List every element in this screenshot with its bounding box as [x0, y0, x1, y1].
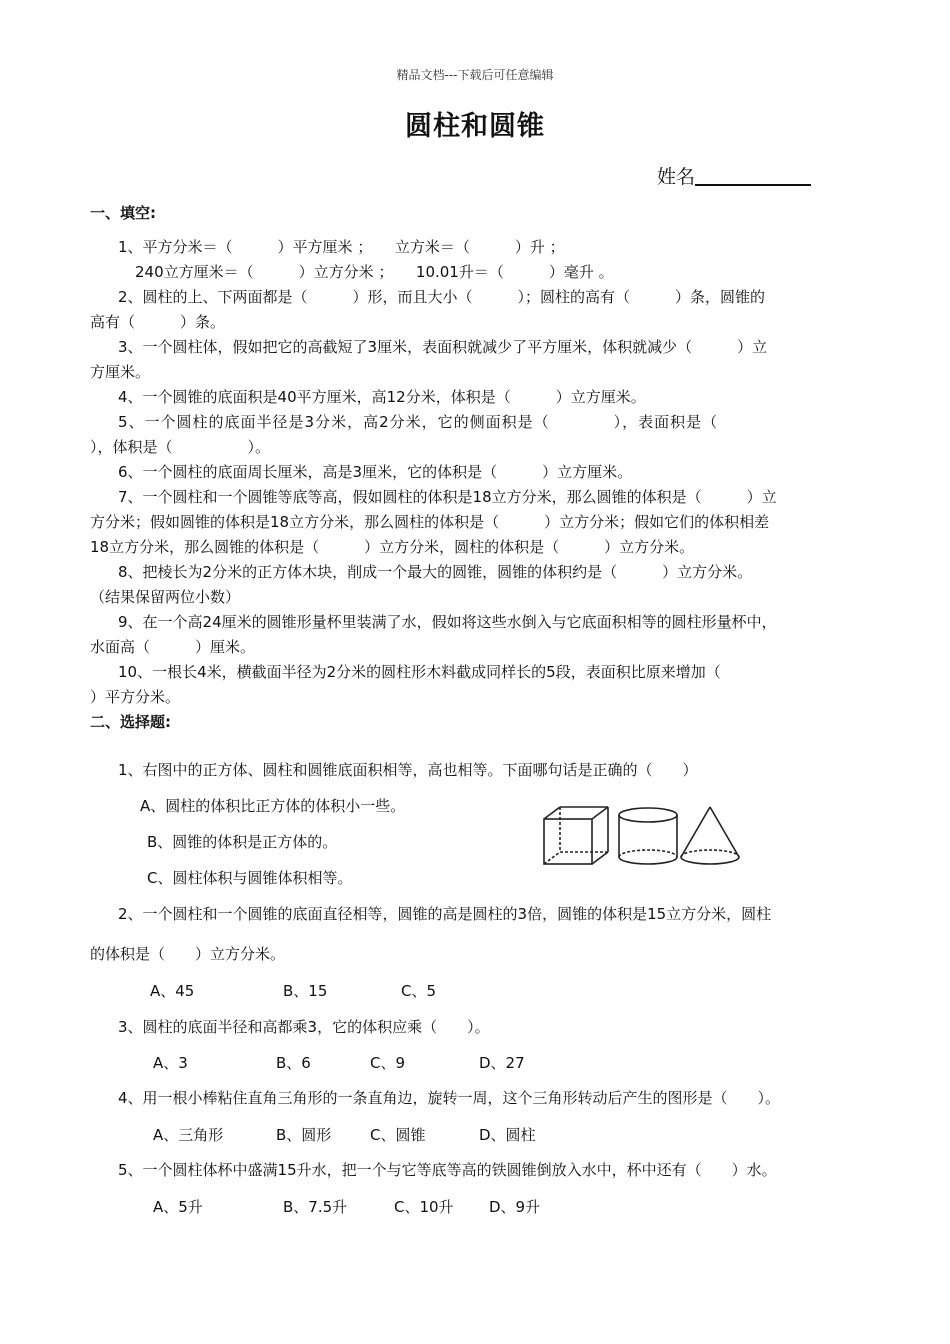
fill-line: 方厘米。 [90, 363, 151, 381]
fill-line: 240立方厘米＝（ ）立方分米 ； 10.01升＝（ ）毫升 。 [135, 263, 614, 281]
fill-line: 高有（ ）条。 [90, 313, 226, 331]
option-a: A、圆柱的体积比正方体的体积小一些。 [140, 797, 406, 815]
question-stem: 3、圆柱的底面半径和高都乘3，它的体积应乘（ ）。 [118, 1018, 490, 1036]
option-b: B、圆形 [276, 1126, 332, 1144]
option-d: D、9升 [489, 1198, 541, 1216]
cylinder-figure [619, 808, 677, 864]
option-d: D、27 [479, 1054, 525, 1072]
solids-figure [538, 805, 744, 867]
fill-line: 8、把棱长为2分米的正方体木块，削成一个最大的圆锥，圆锥的体积约是（ ）立方分米。 [118, 563, 753, 581]
cone-figure [681, 807, 739, 864]
page-title: 圆柱和圆锥 [405, 111, 545, 142]
option-a: A、三角形 [153, 1126, 224, 1144]
question-stem: 1、右图中的正方体、圆柱和圆锥底面积相等，高也相等。下面哪句话是正确的（ ） [118, 761, 698, 779]
fill-line: ）平方分米。 [90, 688, 181, 706]
fill-line: 1、平方分米＝（ ）平方厘米 ； 立方米＝（ ）升 ； [118, 238, 565, 256]
fill-line: 5、一个圆柱的底面半径是3分米，高2分米，它的侧面积是（ ），表面积是（ [118, 413, 719, 431]
fill-line: 6、一个圆柱的底面周长厘米，高是3厘米，它的体积是（ ）立方厘米。 [118, 463, 633, 481]
option-d: D、圆柱 [479, 1126, 536, 1144]
option-a: A、3 [153, 1054, 188, 1072]
cube-figure [544, 807, 608, 864]
option-b: B、7.5升 [283, 1198, 348, 1216]
fill-line: （结果保留两位小数） [90, 588, 241, 606]
option-b: B、15 [283, 982, 328, 1000]
fill-line: 2、圆柱的上、下两面都是（ ）形，而且大小（ ）；圆柱的高有（ ）条，圆锥的 [118, 288, 766, 306]
option-a: A、45 [150, 982, 195, 1000]
option-a: A、5升 [153, 1198, 203, 1216]
page-header: 精品文档---下载后可任意编辑 [396, 68, 554, 82]
fill-line: 方分米；假如圆锥的体积是18立方分米，那么圆柱的体积是（ ）立方分米；假如它们的体积相差 [90, 513, 770, 531]
fill-line: 7、一个圆柱和一个圆锥等底等高，假如圆柱的体积是18立方分米，那么圆锥的体积是（ ）立 [118, 488, 777, 506]
fill-line: 9、在一个高24厘米的圆锥形量杯里装满了水，假如将这些水倒入与它底面积相等的圆柱形量杯中， [118, 613, 777, 631]
question-stem: 5、一个圆柱体杯中盛满15升水，把一个与它等底等高的铁圆锥倒放入水中，杯中还有（ ）水。 [118, 1161, 777, 1179]
question-stem: 2、一个圆柱和一个圆锥的底面直径相等，圆锥的高是圆柱的3倍，圆锥的体积是15立方分米，圆柱 [118, 905, 772, 923]
question-stem: 4、用一根小棒粘住直角三角形的一条直角边，旋转一周，这个三角形转动后产生的图形是（ ）。 [118, 1089, 781, 1107]
option-c: C、9 [370, 1054, 406, 1072]
option-c: C、10升 [394, 1198, 454, 1216]
fill-line: 10、一根长4米，横截面半径为2分米的圆柱形木料截成同样长的5段，表面积比原来增加（ [118, 663, 721, 681]
section1-heading: 一、填空: [90, 204, 156, 222]
fill-line: 水面高（ ）厘米。 [90, 638, 256, 656]
option-c: C、5 [401, 982, 437, 1000]
option-c: C、圆锥 [370, 1126, 426, 1144]
question-stem: 的体积是（ ）立方分米。 [90, 945, 286, 963]
fill-line: ），体积是（ ）。 [90, 438, 271, 456]
section2-heading: 二、选择题: [90, 713, 171, 731]
option-c: C、圆柱体积与圆锥体积相等。 [147, 869, 353, 887]
fill-line: 4、一个圆锥的底面积是40平方厘米，高12分米，体积是（ ）立方厘米。 [118, 388, 646, 406]
name-label: 姓名 [657, 166, 696, 188]
name-underline [695, 184, 811, 186]
option-b: B、6 [276, 1054, 311, 1072]
option-b: B、圆锥的体积是正方体的。 [147, 833, 338, 851]
fill-line: 3、一个圆柱体，假如把它的高截短了3厘米，表面积就减少了平方厘米，体积就减少（ ）立 [118, 338, 768, 356]
fill-line: 18立方分米，那么圆锥的体积是（ ）立方分米，圆柱的体积是（ ）立方分米。 [90, 538, 695, 556]
